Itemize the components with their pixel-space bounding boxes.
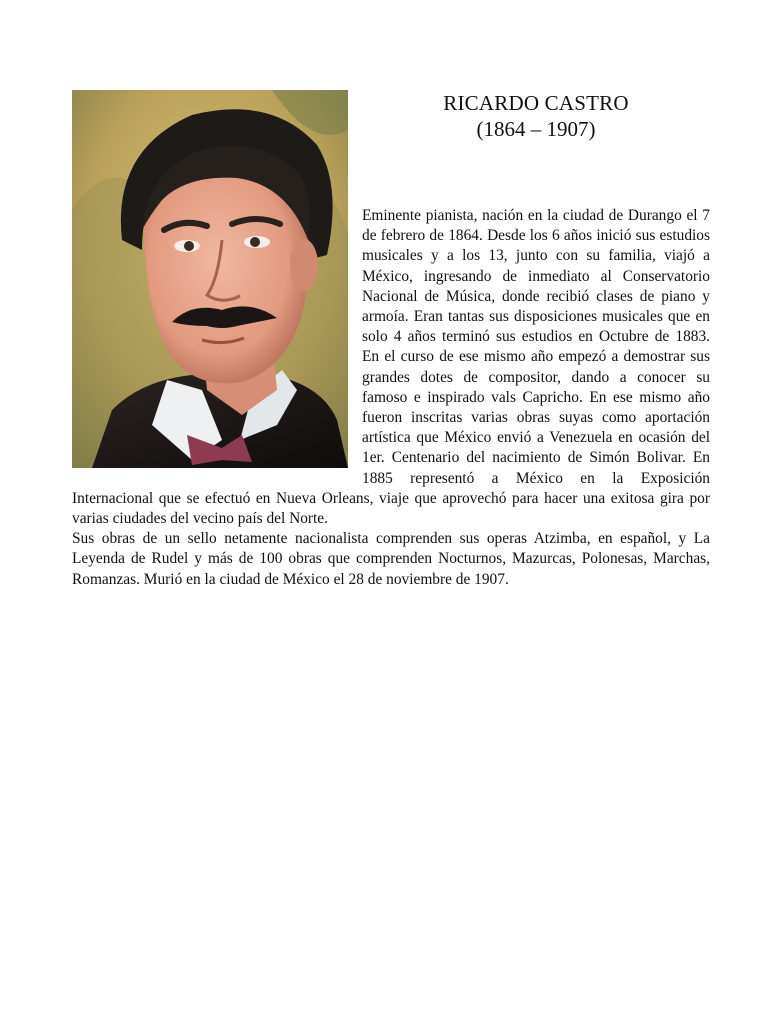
document-dates: (1864 – 1907): [476, 117, 596, 141]
document-title: RICARDO CASTRO: [443, 91, 629, 115]
biography-paragraph-2: Sus obras de un sello netamente nacionalista comprenden sus operas Atzimba, en español, y La Leyenda de Rudel y más de 100 obras que comprenden Nocturnos, Mazurcas, Polonesas, Marchas, Romanzas. Murió en la ciudad de México el 28 de noviembre de 1907.: [72, 530, 710, 588]
document-page: [72, 90, 710, 590]
biography-paragraph-1: Eminente pianista, nación en la ciudad de Durango el 7 de febrero de 1864. Desde los 6 años inició sus estudios musicales y a los 13, junto con su familia, viajó a México, ingresando de inmediato al Conservatorio Nacional de Música, donde recibió clases de piano y armoía. Eran tantas sus disposiciones musicales que en solo 4 años terminó sus estudios en Octubre de 1883. En el curso de ese mismo año empezó a demostrar sus grandes dotes de compositor, dando a conocer su famoso e inspirado vals Capricho. En ese mismo año fueron inscritas varias obras suyas como aportación artística que México envió a Venezuela en ocasión del 1er. Centenario del nacimiento de Simón Bolivar. En 1885 representó a México en la Exposición Internacional que se efectuó en Nueva Orleans, viaje que aprovechó para hacer una exitosa gira por varias ciudades del vecino país del Norte.: [72, 207, 710, 528]
title-block: [362, 90, 710, 142]
portrait-image: [72, 90, 348, 468]
